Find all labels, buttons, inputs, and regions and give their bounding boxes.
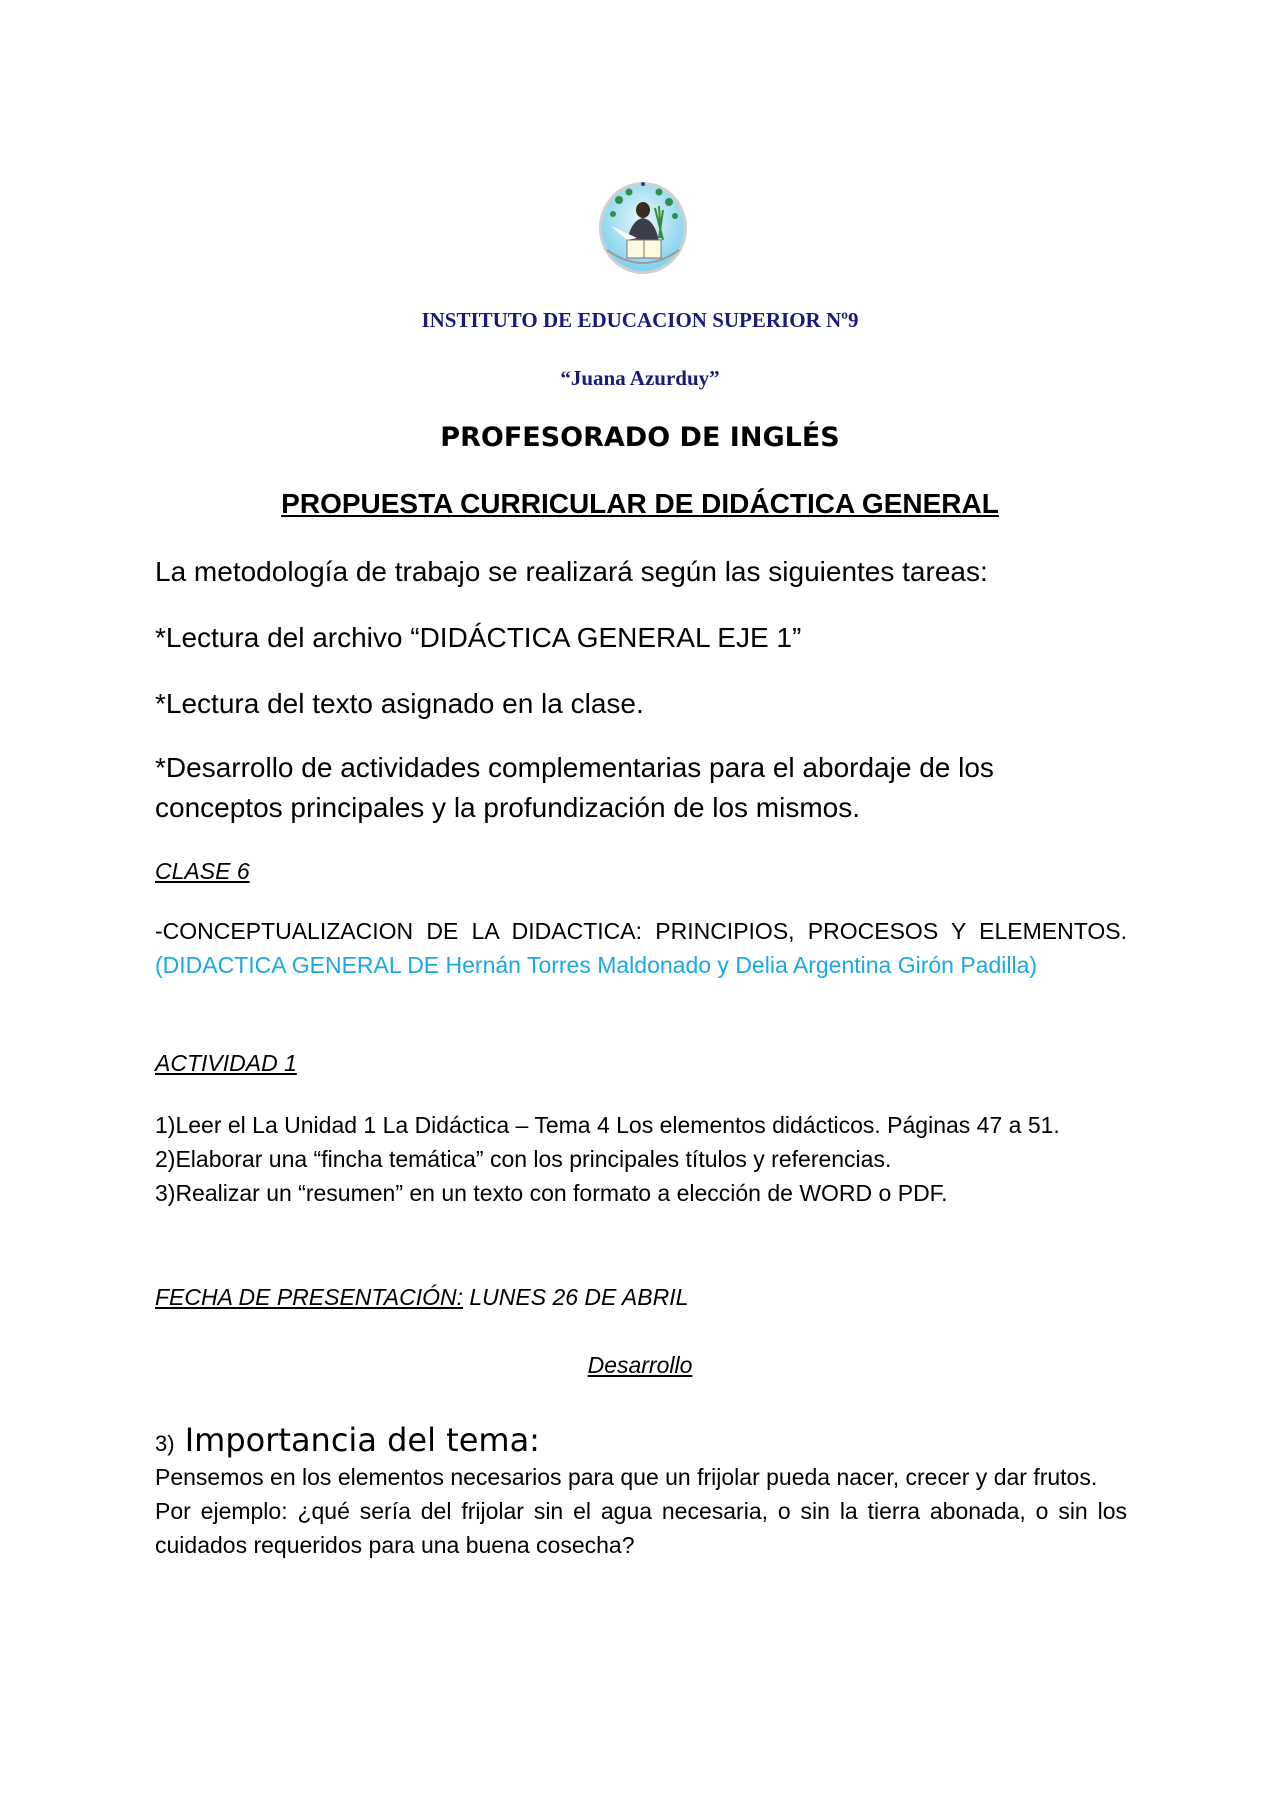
- proposal-title: PROPUESTA CURRICULAR DE DIDÁCTICA GENERAL: [281, 488, 999, 519]
- due-date: [155, 1280, 1127, 1314]
- due-date-label: FECHA DE PRESENTACIÓN:: [155, 1284, 463, 1310]
- section-number: 3): [155, 1431, 175, 1456]
- body-paragraph: Por ejemplo: ¿qué sería del frijolar sin el agua necesaria, o sin la tierra abonada, o sin los cuidados requeridos para una buena cosecha?: [155, 1498, 1127, 1558]
- actividad-label: ACTIVIDAD 1: [155, 1050, 297, 1076]
- methodology-intro: La metodología de trabajo se realizará según las siguientes tareas:: [155, 556, 988, 587]
- methodology-task: *Lectura del archivo “DIDÁCTICA GENERAL EJE 1”: [155, 622, 802, 653]
- actividad-list: [155, 1108, 1127, 1210]
- body-paragraph: Pensemos en los elementos necesarios para que un frijolar pueda nacer, crecer y dar frutos.: [155, 1464, 1098, 1490]
- citation-text: (DIDACTICA GENERAL DE Hernán Torres Maldonado y Delia Argentina Girón Padilla): [155, 952, 1038, 978]
- topic-text: -CONCEPTUALIZACION DE LA DIDACTICA: PRINCIPIOS, PROCESOS Y ELEMENTOS.: [155, 918, 1127, 944]
- actividad-item: 3)Realizar un “resumen” en un texto con formato a elección de WORD o PDF.: [155, 1180, 948, 1206]
- clase-label: CLASE 6: [155, 858, 250, 884]
- methodology-task: *Lectura del texto asignado en la clase.: [155, 688, 644, 719]
- institute-crest-logo: [597, 180, 689, 276]
- desarrollo-title: Desarrollo: [587, 1352, 693, 1378]
- crest-icon: [597, 180, 689, 276]
- clase-topic: [155, 914, 1127, 982]
- program-title: PROFESORADO DE INGLÉS: [440, 422, 840, 453]
- section-body: [155, 1460, 1127, 1562]
- institute-name: INSTITUTO DE EDUCACION SUPERIOR Nº9: [421, 308, 859, 332]
- actividad-item: 1)Leer el La Unidad 1 La Didáctica – Tema 4 Los elementos didácticos. Páginas 47 a 51.: [155, 1112, 1060, 1138]
- due-date-value: LUNES 26 DE ABRIL: [462, 1284, 689, 1310]
- actividad-item: 2)Elaborar una “fincha temática” con los principales títulos y referencias.: [155, 1146, 892, 1172]
- section-heading-text: Importancia del tema:: [174, 1421, 540, 1459]
- institute-subtitle: “Juana Azurduy”: [560, 366, 720, 390]
- methodology-task: *Desarrollo de actividades complementarias para el abordaje de los conceptos principales y la profundización de los mismos.: [155, 752, 994, 823]
